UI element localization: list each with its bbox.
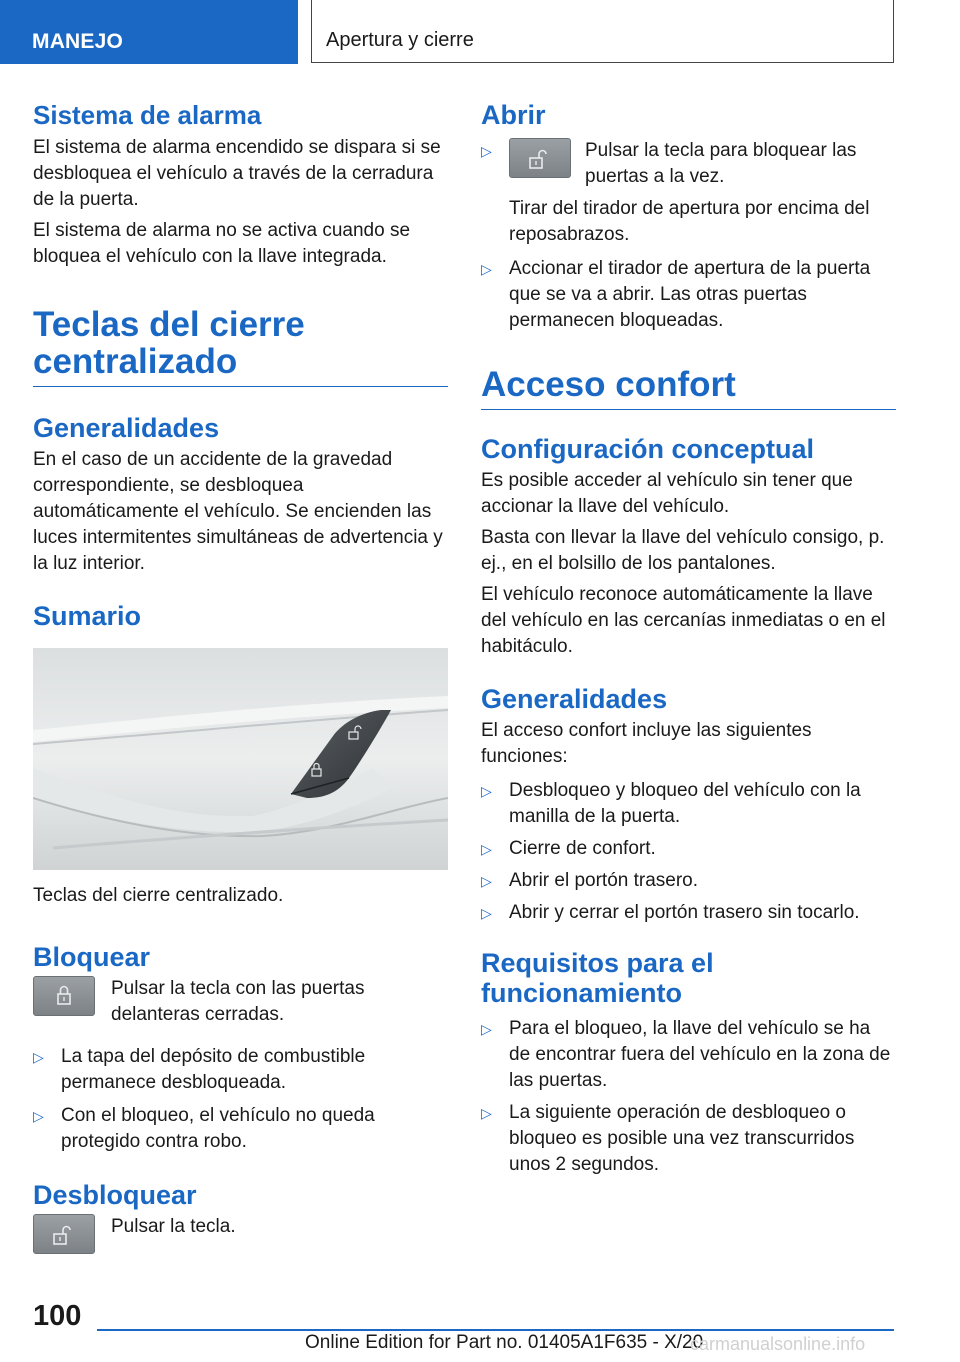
triangle-right-icon: ▷ bbox=[481, 1105, 492, 1121]
general-heading: Generalidades bbox=[33, 413, 220, 443]
open-bullet-1-sub: Tirar del tirador de apertura por encima del reposabrazos. bbox=[509, 198, 870, 245]
alarm-heading: Sistema de alarma bbox=[33, 100, 262, 130]
triangle-right-icon: ▷ bbox=[481, 905, 492, 921]
comfort-heading: Acceso confort bbox=[481, 366, 896, 410]
requirements-heading: Requisitos para el funcionamiento bbox=[481, 948, 714, 1008]
watermark: carmanualsonline.info bbox=[690, 1334, 866, 1354]
concept-paragraph-1: Es posible acceder al vehículo sin tener que accionar la llave del vehículo. bbox=[481, 470, 853, 517]
overview-heading: Sumario bbox=[33, 601, 142, 631]
lock-bullet-2: ▷ Con el bloqueo, el vehículo no queda protegido contra robo. bbox=[33, 1105, 375, 1152]
triangle-right-icon: ▷ bbox=[33, 1108, 44, 1124]
right-general-heading: Generalidades bbox=[481, 684, 668, 714]
unlock-key-row bbox=[33, 1214, 448, 1254]
section-title: MANEJO bbox=[32, 30, 124, 53]
comfort-bullet-3: ▷ Abrir el portón trasero. bbox=[481, 868, 896, 894]
unlock-key-icon bbox=[33, 1214, 95, 1254]
triangle-right-icon: ▷ bbox=[33, 1049, 44, 1065]
unlock-text: Pulsar la tecla. bbox=[111, 1216, 236, 1237]
photo-caption: Teclas del cierre centralizado. bbox=[33, 885, 284, 906]
open-bullet-2: ▷ Accionar el tirador de apertura de la puerta que se va a abrir. Las otras puertas permanecen bloqueadas. bbox=[481, 258, 871, 331]
left-column bbox=[33, 100, 448, 1254]
comfort-bullet-4: ▷ Abrir y cerrar el portón trasero sin tocarlo. bbox=[481, 900, 896, 926]
open-heading: Abrir bbox=[481, 100, 546, 130]
lock-bullet-1: ▷ La tapa del depósito de combustible permanece desbloqueada. bbox=[33, 1046, 366, 1093]
concept-heading: Configuración conceptual bbox=[481, 434, 815, 464]
concept-paragraph-3: El vehículo reconoce automáticamente la llave del vehículo en las cercanías inmediatas o en el habitáculo. bbox=[481, 584, 886, 657]
section-tab bbox=[0, 0, 298, 64]
requirements-bullet-2: ▷ La siguiente operación de desbloqueo o bloqueo es posible una vez transcurridos unos 2 segundos. bbox=[481, 1102, 855, 1175]
comfort-bullet-2: ▷ Cierre de confort. bbox=[481, 836, 896, 862]
triangle-right-icon: ▷ bbox=[481, 143, 492, 159]
triangle-right-icon: ▷ bbox=[481, 873, 492, 889]
requirements-bullet-1: ▷ Para el bloqueo, la llave del vehículo se ha de encontrar fuera del vehículo en la zona de las puertas. bbox=[481, 1018, 891, 1091]
edition-text: Online Edition for Part no. 01405A1F635 - X/20 bbox=[305, 1332, 704, 1353]
right-general-paragraph: El acceso confort incluye las siguientes funciones: bbox=[481, 720, 812, 767]
alarm-paragraph-2: El sistema de alarma no se activa cuando se bloquea el vehículo con la llave integrada. bbox=[33, 220, 411, 267]
triangle-right-icon: ▷ bbox=[481, 1021, 492, 1037]
triangle-right-icon: ▷ bbox=[481, 783, 492, 799]
lock-heading: Bloquear bbox=[33, 942, 151, 972]
chapter-title: Apertura y cierre bbox=[326, 29, 474, 51]
door-handle-photo bbox=[33, 648, 448, 870]
right-column bbox=[481, 100, 896, 1178]
general-paragraph: En el caso de un accidente de la gravedad correspondiente, se desbloquea automáticamente el vehículo. Se encienden las luces intermitentes simultáneas de advertencia y la luz interior. bbox=[33, 449, 443, 574]
page-number: 100 bbox=[33, 1300, 82, 1332]
keys-heading: Teclas del cierre centralizado bbox=[33, 306, 448, 387]
unlock-heading: Desbloquear bbox=[33, 1180, 197, 1210]
triangle-right-icon: ▷ bbox=[481, 261, 492, 277]
triangle-right-icon: ▷ bbox=[481, 841, 492, 857]
footer-rule bbox=[97, 1329, 894, 1331]
concept-paragraph-2: Basta con llevar la llave del vehículo consigo, p. ej., en el bolsillo de los pantalones. bbox=[481, 527, 885, 574]
lock-text: Pulsar la tecla con las puertas delanteras cerradas. bbox=[111, 978, 365, 1025]
open-bullet-1: ▷ Pulsar la tecla para bloquear las puertas a la vez. Tirar del tirador de apertura por encima del reposabrazos. bbox=[481, 138, 896, 248]
lock-key-row bbox=[33, 976, 448, 1028]
lock-key-icon bbox=[33, 976, 95, 1016]
unlock-key-icon bbox=[509, 138, 571, 178]
comfort-bullet-1: ▷ Desbloqueo y bloqueo del vehículo con la manilla de la puerta. bbox=[481, 780, 861, 827]
chapter-header bbox=[311, 0, 894, 63]
alarm-paragraph-1: El sistema de alarma encendido se dispara si se desbloquea el vehículo a través de la cerradura de la puerta. bbox=[33, 137, 441, 210]
